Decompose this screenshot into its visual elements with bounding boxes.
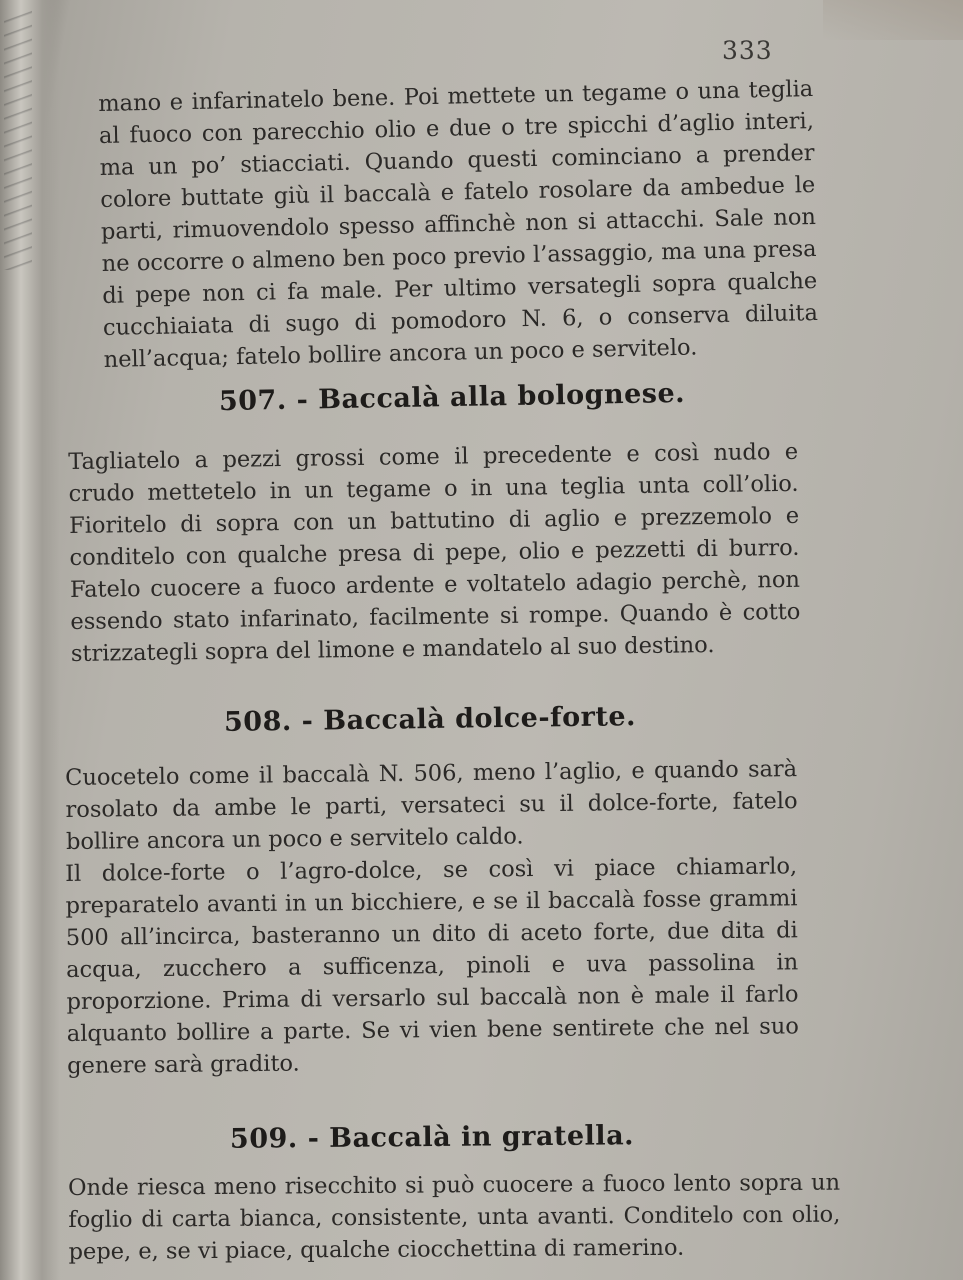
recipe-heading-507: 507. - Baccalà alla bolognese. xyxy=(218,377,686,418)
page-number: 333 xyxy=(722,36,773,65)
recipe-508-paragraph-1: Cuocetelo come il baccalà N. 506, meno l’aglio, e quando sarà rosolato da ambe le parti, versateci su il dolce-forte, fatelo bollire ancora un poco e servitelo caldo. xyxy=(65,756,798,855)
previous-page-edge xyxy=(0,0,60,1280)
page-corner-shadow xyxy=(823,0,963,40)
recipe-509-paragraph: Onde riesca meno risecchito si può cuocere a fuoco lento sopra un foglio di carta bianca, consistente, unta avanti. Conditelo con olio, pepe, e, se vi piace, qualche ciocchettina di ramerino. xyxy=(68,1169,841,1265)
recipe-heading-509: 509. - Baccalà in gratella. xyxy=(229,1120,635,1155)
recipe-heading-508: 508. - Baccalà dolce-forte. xyxy=(223,701,637,738)
previous-page-text-traces xyxy=(4,10,32,270)
recipe-507-paragraph: Tagliatelo a pezzi grossi come il precedente e così nudo e crudo mettetelo in un tegame o in una teglia unta coll’olio. Fioritelo di sopra con un battutino di aglio e prezzemolo e conditelo con qualche presa di pepe, olio e pezzetti di burro. Fatelo cuocere a fuoco ardente e voltatelo adagio perchè, non essendo stato infarinato, facilmente si rompe. Quando è cotto strizzategli sopra del limone e mandatelo al suo destino. xyxy=(68,438,801,667)
intro-paragraph: mano e infarinatelo bene. Poi mettete un tegame o una teglia al fuoco con parecchio olio e due o tre spicchi d’aglio interi, ma un po’ stiacciati. Quando questi cominciano a prender colore buttate giù il baccalà e fatelo rosolare da ambedue le parti, rimuovendolo spesso affinchè non si attacchi. Sale non ne occorre o almeno ben poco previo l’assaggio, ma una presa di pepe non ci fa male. Per ultimo versategli sopra qualche cucchiaiata di sugo di pomodoro N. 6, o conserva diluita nell’acqua; fatelo bollire ancora un poco e servitelo. xyxy=(98,76,819,373)
recipe-508-paragraph-2: Il dolce-forte o l’agro-dolce, se così vi piace chiamarlo, preparatelo avanti in un bicchiere, e se il baccalà fosse grammi 500 all’incirca, basteranno un dito di aceto forte, due dita di acqua, zucchero a sufficenza, pinoli e uva passolina in proporzione. Prima di versarlo sul baccalà non è male il farlo alquanto bollire a parte. Se vi vien bene sentirete che nel suo genere sarà gradito. xyxy=(65,853,799,1079)
